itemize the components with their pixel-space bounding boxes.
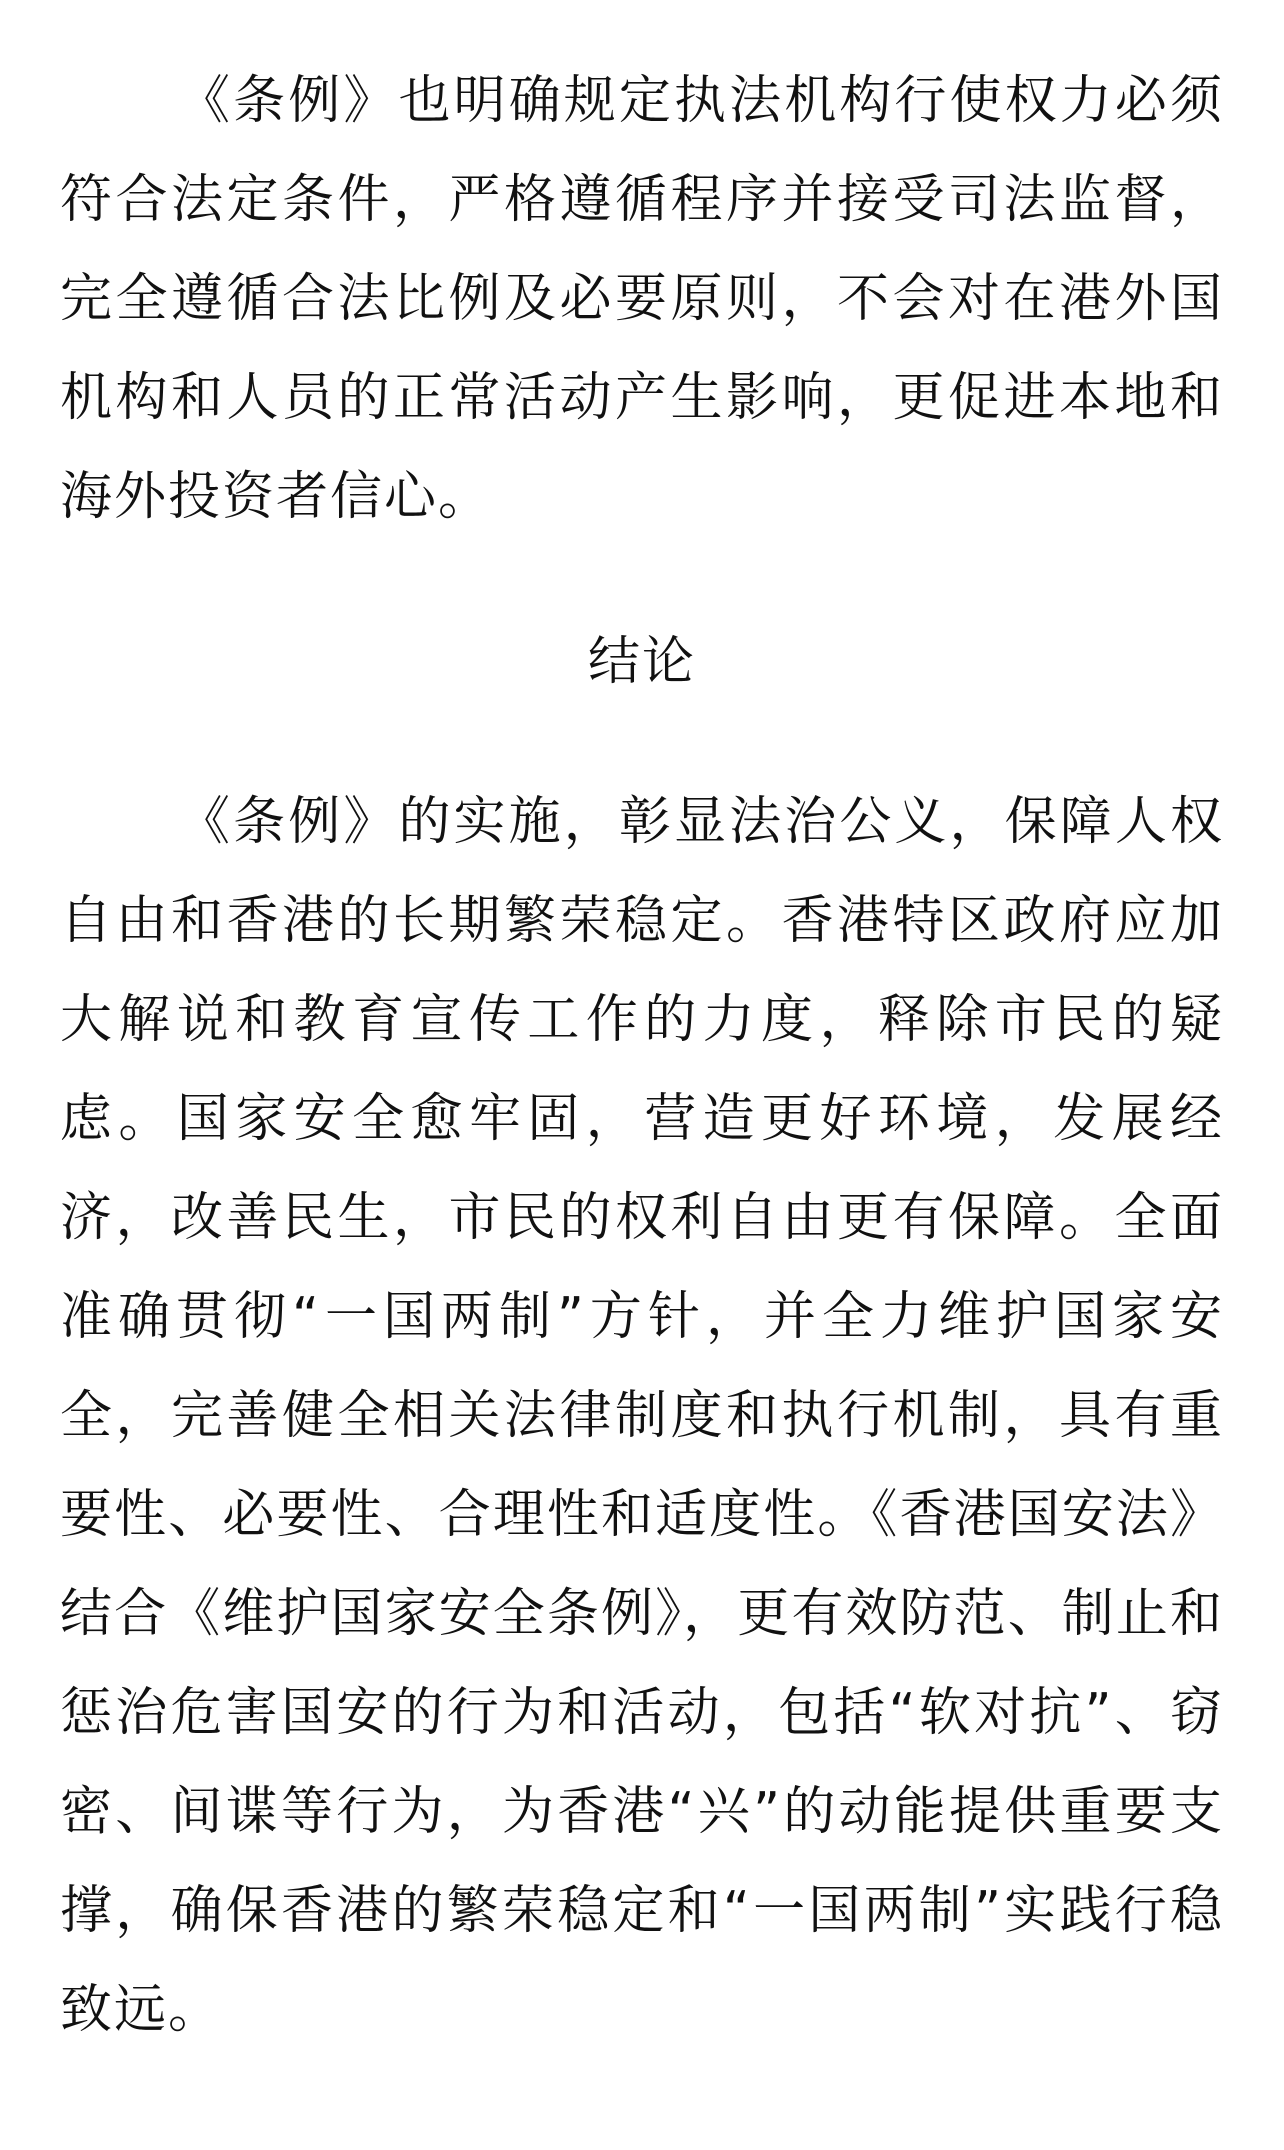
section-heading-conclusion: 结论 [587, 632, 696, 692]
paragraph-enforcement-conditions: 《条例》也明确规定执法机构行使权力必须符合法定条件，严格遵循程序并接受司法监督，完全遵循合法比例及必要原则，不会对在港外国机构和人员的正常活动产生影响，更促进本地和海外投资者信心。 [60, 71, 1224, 527]
article-body [60, 52, 1224, 2060]
paragraph-conclusion: 《条例》的实施，彰显法治公义，保障人权自由和香港的长期繁荣稳定。香港特区政府应加大解说和教育宣传工作的力度，释除市民的疑虑。国家安全愈牢固，营造更好环境，发展经济，改善民生，市民的权利自由更有保障。全面准确贯彻“一国两制”方针，并全力维护国家安全，完善健全相关法律制度和执行机制，具有重要性、必要性、合理性和适度性。《香港国安法》结合《维护国家安全条例》，更有效防范、制止和惩治危害国安的行为和活动，包括“软对抗”、窃密、间谍等行为，为香港“兴”的动能提供重要支撑，确保香港的繁荣稳定和“一国两制”实践行稳致远。 [60, 792, 1224, 2040]
